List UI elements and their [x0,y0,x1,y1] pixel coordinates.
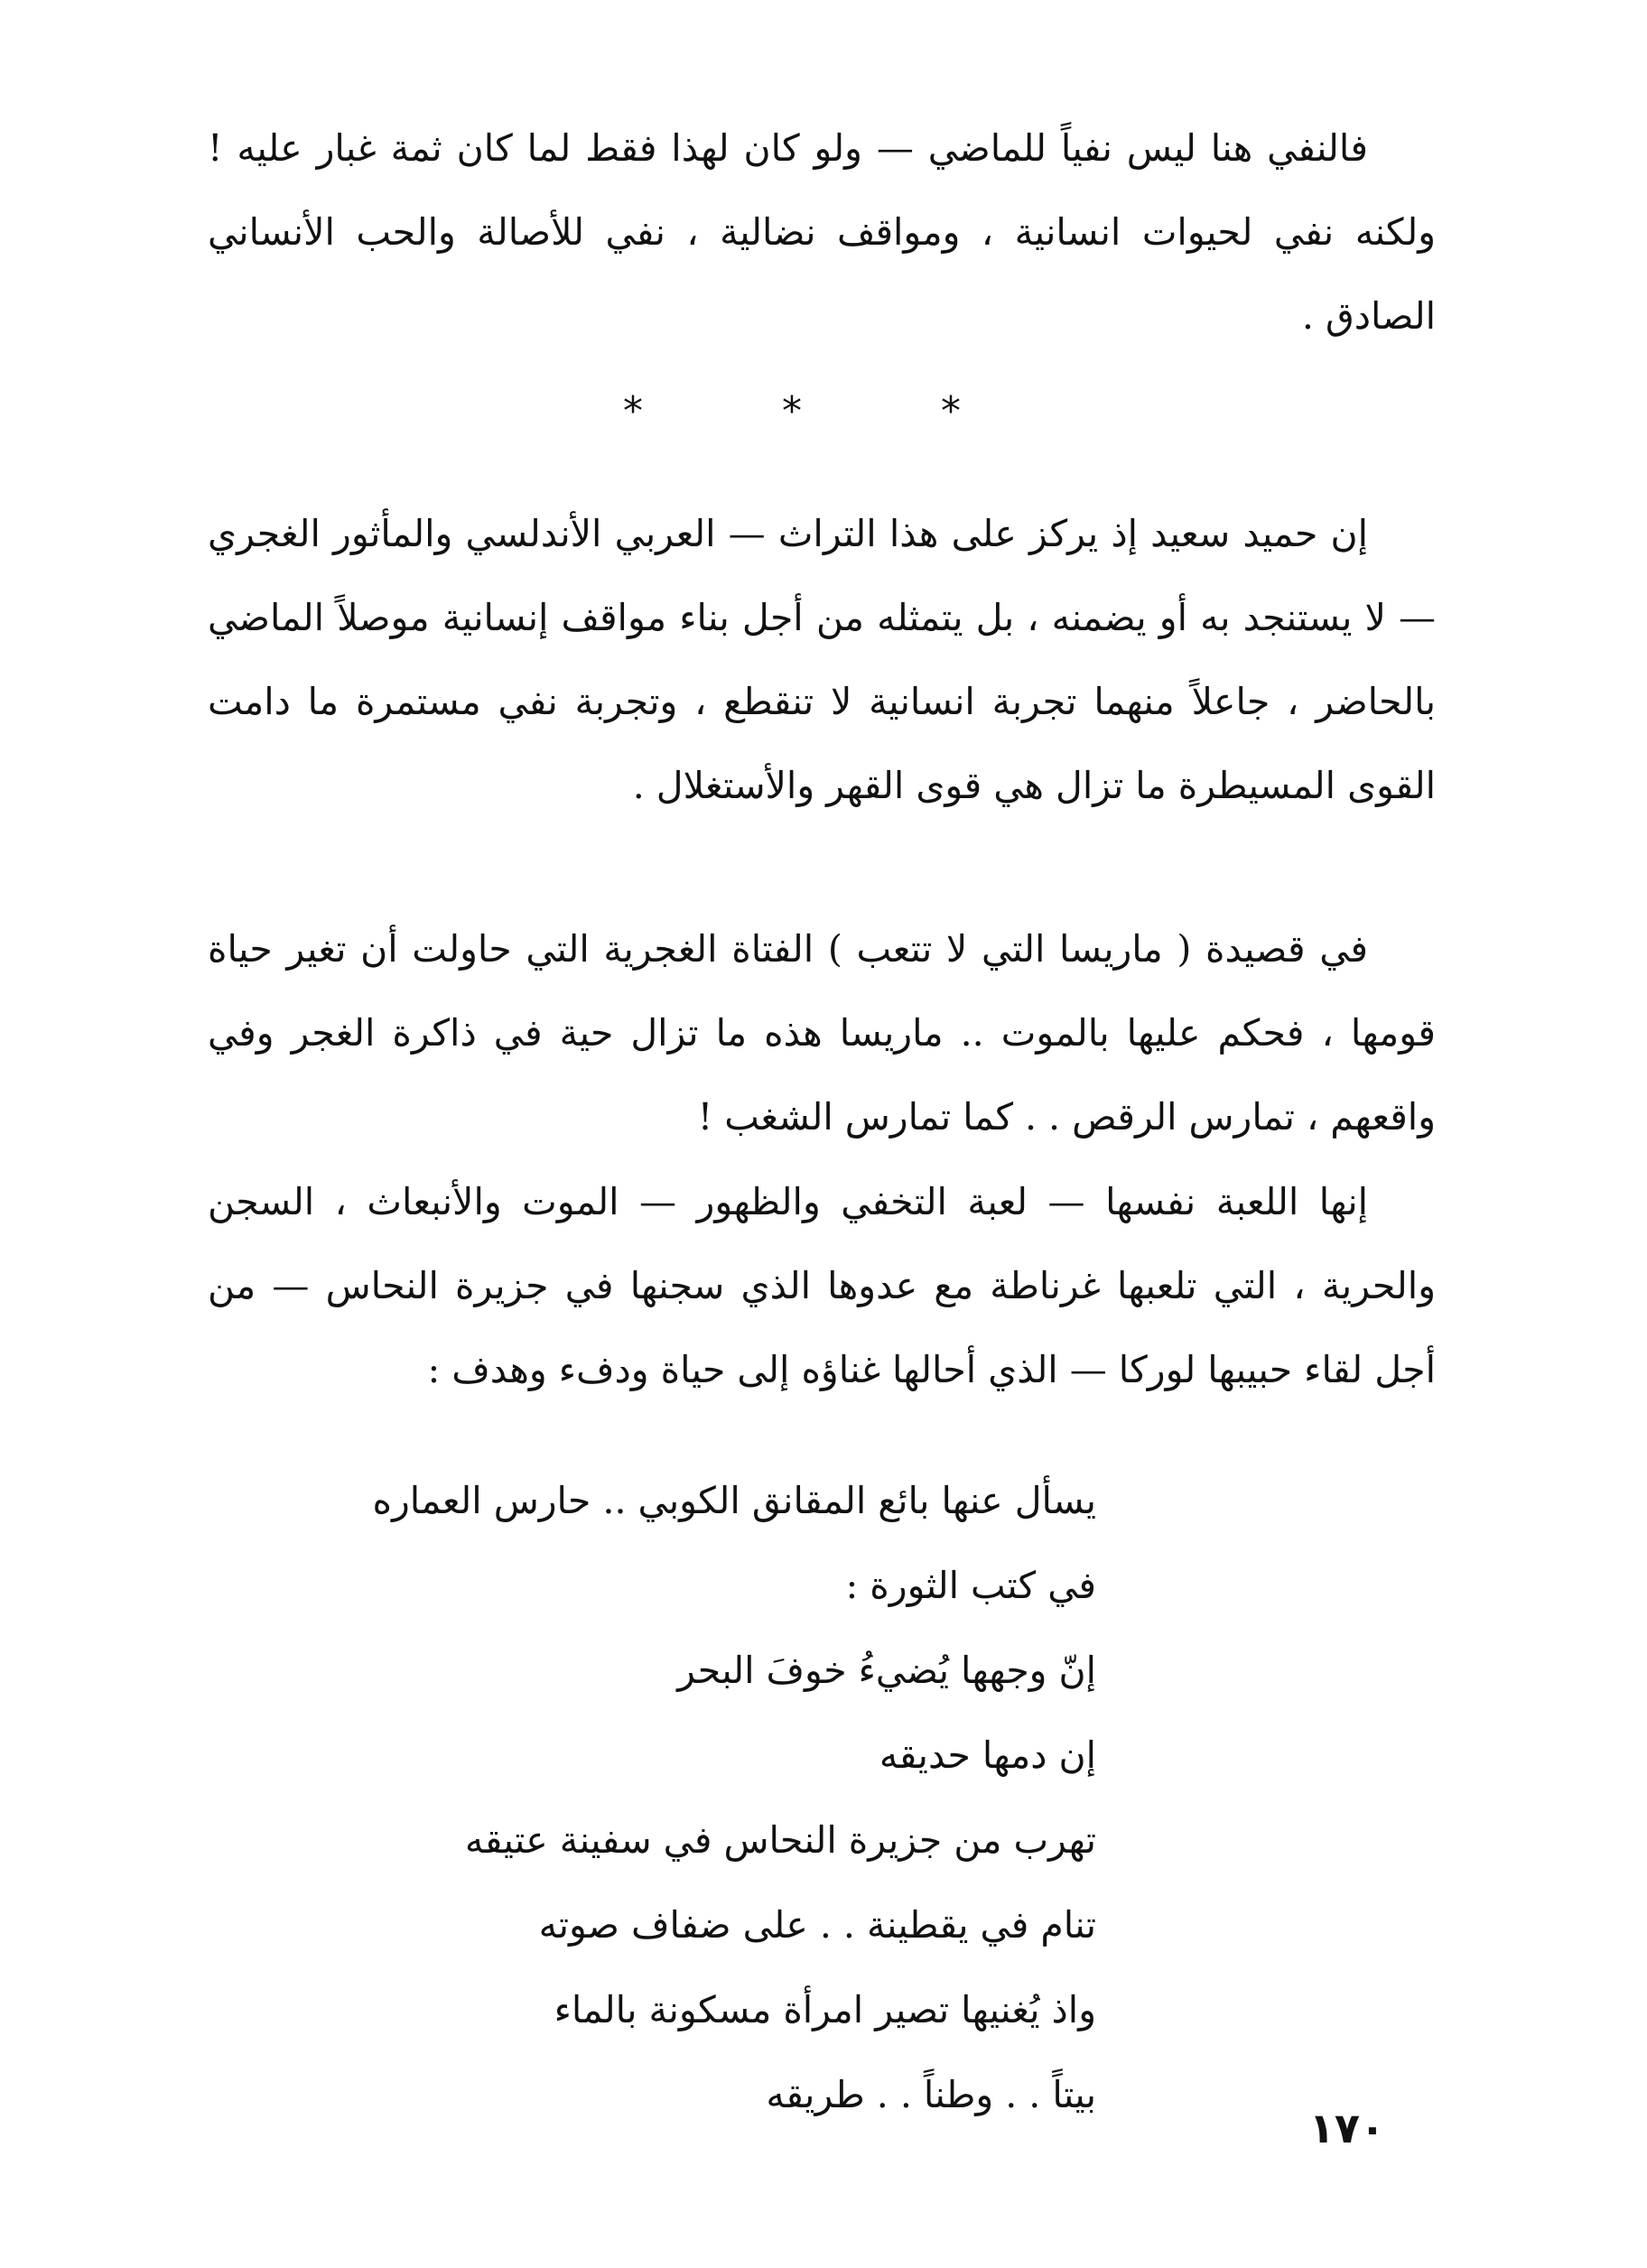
paragraph-2 [208,492,1436,828]
poem-line: في كتب الثورة : [845,1564,1096,1607]
paragraph-1 [208,107,1436,358]
paragraph-text: إنها اللعبة نفسها — لعبة التخفي والظهور — الموت والأنبعاث ، السجن والحرية ، التي تلعبها غرناطة مع عدوها الذي سجنها في جزيرة النحاس — من أجل لقاء حبيبها لوركا — الذي أحالها غناؤه إلى حياة ودفء وهدف : [208,1180,1436,1391]
page-number: ١٧٠ [1308,2104,1385,2152]
poem-line: تنام في يقطينة . . على ضفاف صوته [538,1903,1096,1947]
section-separator: * * * [623,388,1024,434]
paragraph-text: في قصيدة ( ماريسا التي لا تتعب ) الفتاة الغجرية التي حاولت أن تغير حياة قومها ، فحكم عليها بالموت .. ماريسا هذه ما تزال حية في ذاكرة الغجر وفي واقعهم ، تمارس الرقص . . كما تمارس الشغب ! [208,927,1436,1139]
poem-line: واذ يُغنيها تصير امرأة مسكونة بالماء [554,1988,1096,2031]
poem-excerpt [193,1458,1096,2137]
poem-line: بيتاً . . وطناً . . طريقه [766,2073,1096,2116]
poem-line: تهرب من جزيرة النحاس في سفينة عتيقه [464,1818,1096,1862]
paragraph-4 [208,1160,1436,1412]
paragraph-3 [208,907,1436,1159]
poem-line: إنّ وجهها يُضيءُ خوفَ البحر [677,1649,1096,1692]
poem-line: إن دمها حديقه [879,1734,1096,1777]
poem-line: يسأل عنها بائع المقانق الكوبي .. حارس العماره [372,1479,1096,1522]
paragraph-text: فالنفي هنا ليس نفياً للماضي — ولو كان لهذا فقط لما كان ثمة غبار عليه ! ولكنه نفي لحيوات انسانية ، ومواقف نضالية ، نفي للأصالة والحب الأنساني الصادق . [208,126,1436,338]
paragraph-text: إن حميد سعيد إذ يركز على هذا التراث — العربي الأندلسي والمأثور الغجري — لا يستنجد به أو يضمنه ، بل يتمثله من أجل بناء مواقف إنسانية موصلاً الماضي بالحاضر ، جاعلاً منهما تجربة انسانية لا تنقطع ، وتجربة نفي مستمرة ما دامت القوى المسيطرة ما تزال هي قوى القهر والأستغلال . [208,512,1436,807]
